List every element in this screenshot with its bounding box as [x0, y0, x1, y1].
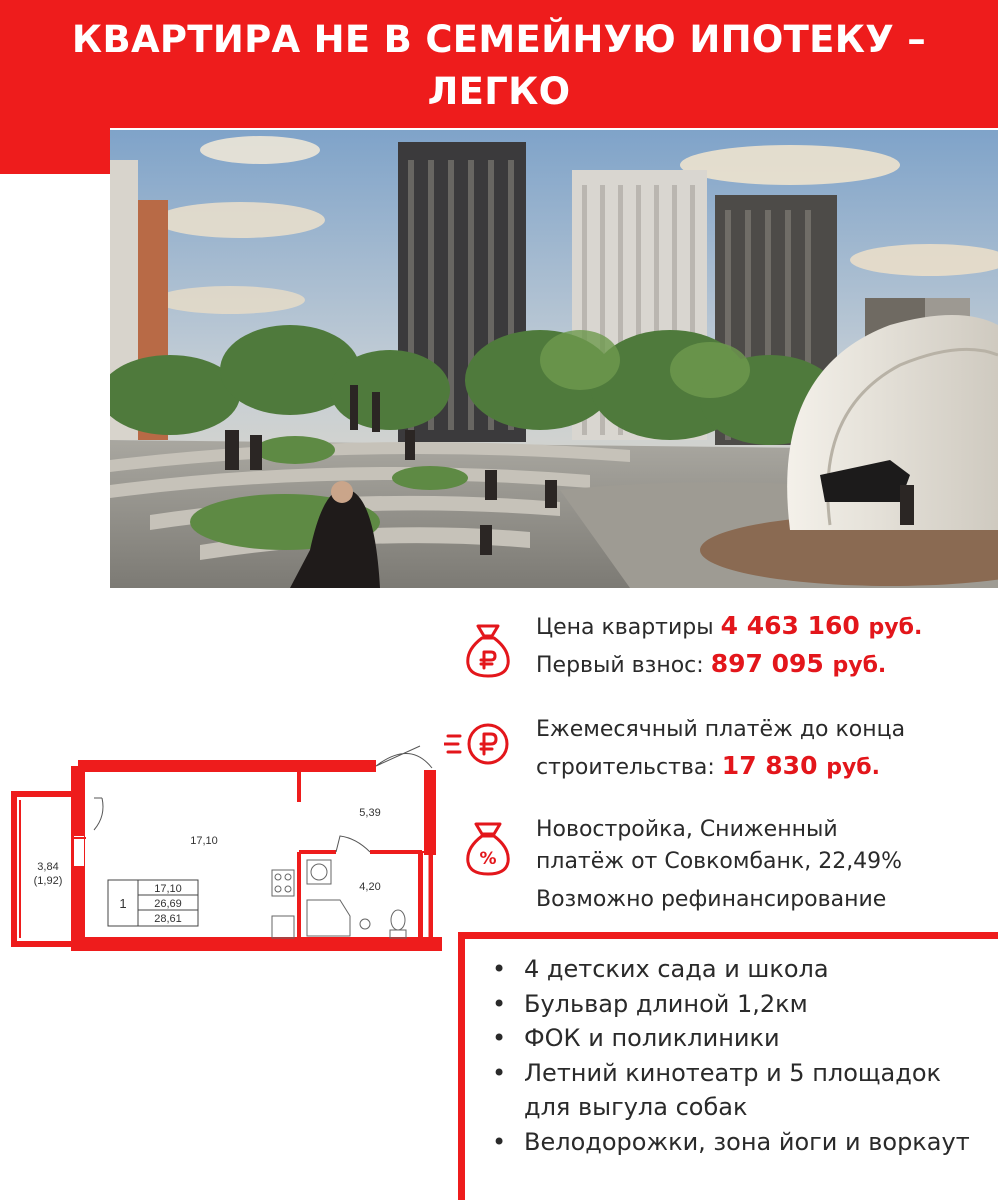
price-value: 4 463 160 руб. [720, 611, 923, 640]
features-list [490, 952, 990, 1159]
residential-complex-photo [110, 130, 998, 588]
price-label: Цена квартиры [536, 615, 714, 640]
total-area-with-balcony: 28,61 [154, 913, 182, 925]
down-payment-label: Первый взнос: [536, 653, 704, 678]
percent-bag-icon [462, 820, 514, 878]
monthly-payment-text [536, 712, 905, 786]
balcony-reduced-area: (1,92) [33, 875, 63, 887]
feature-item: • Летний кинотеатр и 5 площадок для выгула собак [490, 1056, 990, 1125]
feature-item: • 4 детских сада и школа [490, 952, 990, 987]
floor-plan-drawing [10, 740, 442, 955]
svg-text:%: % [479, 849, 497, 869]
down-payment-unit: руб. [832, 653, 887, 678]
monthly-payment-label-2: строительства: [536, 755, 715, 780]
mortgage-info [440, 814, 998, 924]
price-unit: руб. [868, 615, 923, 640]
monthly-payment-value: 17 830 руб. [721, 751, 881, 780]
page-title-line-2: ЛЕГКО [427, 70, 571, 113]
monthly-payment-unit: руб. [826, 755, 881, 780]
monthly-payment-label-1: Ежемесячный платёж до конца [536, 717, 906, 742]
feature-item: • ФОК и поликлиники [490, 1021, 990, 1056]
room-kitchen-area: 5,39 [359, 807, 381, 819]
room-main-area: 17,10 [190, 835, 218, 847]
header-banner-tab [0, 128, 110, 174]
refinance-note: Возможно рефинансирование [536, 887, 887, 912]
down-payment-value: 897 095 руб. [710, 649, 887, 678]
mortgage-text [536, 814, 902, 916]
total-area: 26,69 [154, 898, 182, 910]
mortgage-line-1: Новостройка, Сниженный [536, 817, 838, 842]
down-payment-line [536, 646, 922, 684]
price-line [536, 608, 922, 646]
mortgage-line-2: платёж от Совкомбанк, 22,49% [536, 849, 903, 874]
monthly-payment-line-2 [536, 748, 905, 786]
money-bag-ruble-icon [462, 622, 514, 680]
feature-item: • Велодорожки, зона йоги и воркаут [490, 1125, 990, 1160]
feature-item: • Бульвар длиной 1,2км [490, 987, 990, 1022]
page-title-line-1: КВАРТИРА НЕ В СЕМЕЙНУЮ ИПОТЕКУ – [71, 18, 927, 61]
rooms-count: 1 [119, 896, 127, 911]
ruble-coin-speed-icon [444, 722, 514, 766]
price-text [536, 608, 922, 684]
living-area: 17,10 [154, 883, 182, 895]
page-title [0, 14, 998, 118]
room-bath-area: 4,20 [359, 881, 381, 893]
monthly-payment-info [440, 712, 998, 792]
floor-plan [10, 740, 442, 955]
balcony-area: 3,84 [37, 861, 59, 873]
price-info [440, 608, 998, 688]
